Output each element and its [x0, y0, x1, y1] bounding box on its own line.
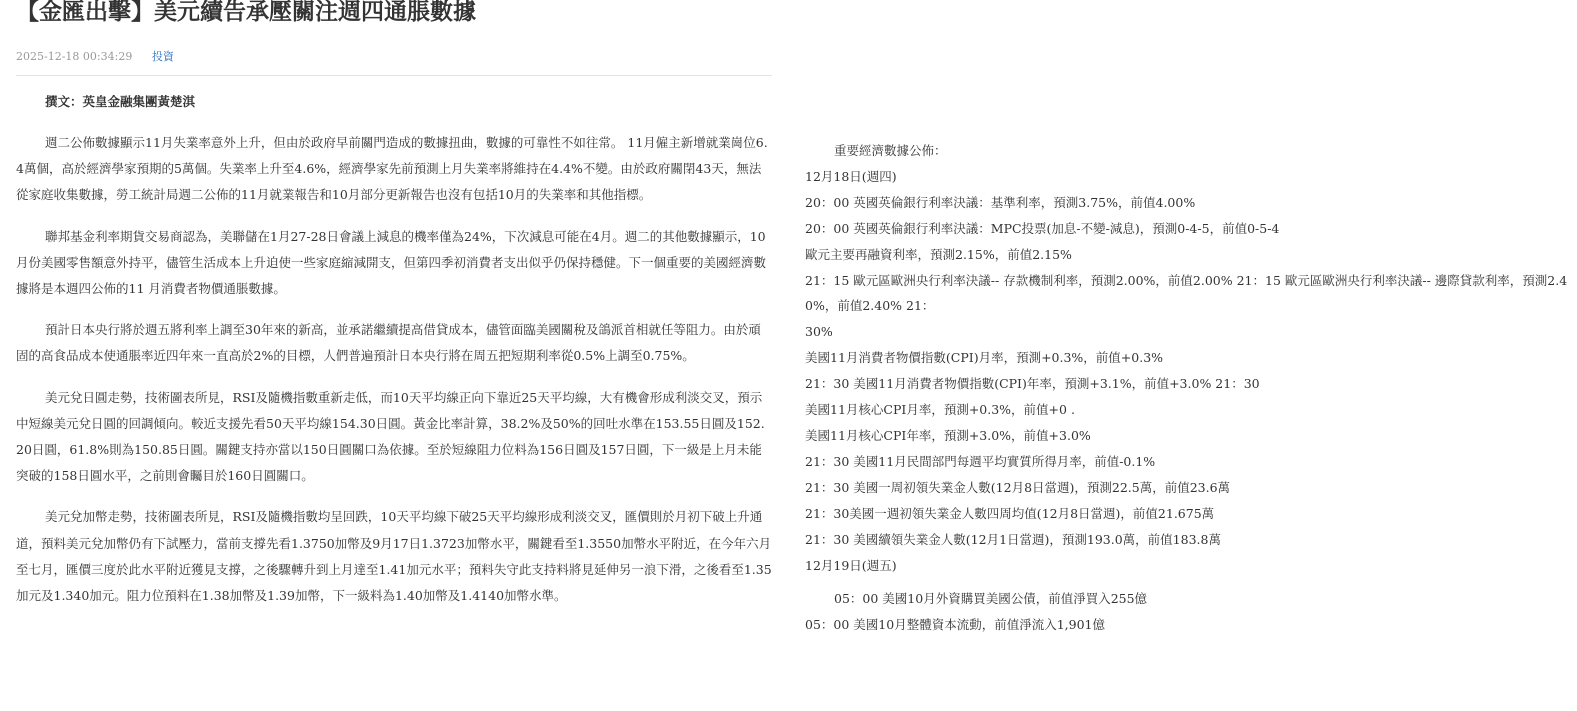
article-paragraph: 聯邦基金利率期貨交易商認為，美聯儲在1月27-28日會議上減息的機率僅為24%，下次減息可能在4月。週二的其他數據顯示，10月份美國零售額意外持平，儘管生活成本上升迫使一些家庭縮減開支，但第四季初消費者支出似乎仍保持穩健。下一個重要的美國經濟數據將是本週四公佈的11 月消費者物價通脹數據。 — [16, 228, 767, 297]
calendar-item: 歐元主要再融資利率，預測2.15%，前值2.15% — [805, 246, 1072, 262]
calendar-item: 20：00 英國英倫銀行利率決議：MPC投票(加息-不變-減息)，預測0-4-5，前值0-5-4 — [805, 220, 1280, 236]
calendar-day-label: 12月18日(週四) — [805, 168, 897, 184]
calendar-item: 21：30 美國11月民間部門每週平均實質所得月率，前值-0.1% — [805, 453, 1156, 469]
article-meta — [16, 50, 174, 64]
calendar-item: 21：30 美國續領失業金人數(12月1日當週)，預測193.0萬，前值183.8萬 — [805, 531, 1221, 547]
header-divider — [16, 75, 772, 76]
article-paragraph: 週二公佈數據顯示11月失業率意外上升，但由於政府早前關門造成的數據扭曲，數據的可靠性不如往常。 11月僱主新增就業崗位6.4萬個，高於經濟學家預期的5萬個。失業率上升至4.6%，經濟學家先前預測上月失業率將維持在4.4%不變。由於政府關閉43天，無法從家庭收集數據，勞工統計局週二公佈的11月就業報告和10月部分更新報告也沒有包括10月的失業率和其他指標。 — [16, 135, 768, 203]
calendar-item: 21：30 美國一周初領失業金人數(12月8日當週)，預測22.5萬，前值23.6萬 — [805, 479, 1231, 495]
calendar-day-label: 12月19日(週五) — [805, 557, 897, 573]
article-body — [16, 130, 772, 624]
category-link[interactable]: 投資 — [151, 50, 174, 63]
economic-calendar — [805, 138, 1570, 638]
calendar-item: 05：00 美國10月整體資本流動，前值淨流入1,901億 — [805, 617, 1105, 633]
calendar-item: 20：00 英國英倫銀行利率決議：基準利率，預測3.75%，前值4.00% — [805, 194, 1196, 210]
article-byline: 撰文：英皇金融集團黃楚淇 — [45, 94, 196, 109]
publish-date: 2025-12-18 00:34:29 — [16, 50, 133, 63]
calendar-item: 美國11月核心CPI月率，預測+0.3%，前值+0 . — [805, 402, 1075, 418]
calendar-item: 05：00 美國10月外資購買美國公債，前值淨買入255億 — [834, 591, 1148, 607]
article-paragraph: 美元兌加幣走勢，技術圖表所見，RSI及隨機指數均呈回跌，10天平均線下破25天平均線形成利淡交叉，匯價則於月初下破上升通道，預料美元兌加幣仍有下試壓力，當前支撐先看1.3750加幣及9月17日1.3723加幣水平，關鍵看至1.3550加幣水平附近，在今年六月至七月，匯價三度於此水平附近獲見支撐，之後驟轉升到上月達至1.41加元水平；預料失守此支持料將見延伸另一浪下滑，之後看至1.35加元及1.340加元。阻力位預料在1.38加幣及1.39加幣，下一級料為1.40加幣及1.4140加幣水準。 — [16, 509, 772, 604]
calendar-item: 21：30 美國11月消費者物價指數(CPI)年率，預測+3.1%，前值+3.0% 21：30 — [805, 376, 1260, 392]
calendar-item: 美國11月消費者物價指數(CPI)月率，預測+0.3%，前值+0.3% — [805, 350, 1164, 366]
calendar-heading: 重要經濟數據公佈： — [834, 143, 947, 158]
calendar-item: 美國11月核心CPI年率，預測+3.0%，前值+3.0% — [805, 427, 1091, 443]
article-paragraph: 美元兌日圓走勢，技術圖表所見，RSI及隨機指數重新走低，而10天平均線正向下靠近25天平均線，大有機會形成利淡交叉，預示中短線美元兌日圓的回調傾向。較近支援先看50天平均線154.30日圓。黃金比率計算，38.2%及50%的回吐水準在153.55日圓及152.20日圓，61.8%則為150.85日圓。關鍵支持亦當以150日圓關口為依據。至於短線阻力位料為156日圓及157日圓，下一級是上月未能突破的158日圓水平，之前則會矚目於160日圓關口。 — [16, 389, 765, 484]
calendar-item: 21：15 歐元區歐洲央行利率決議-- 存款機制利率，預測2.00%，前值2.00% 21：15 歐元區歐洲央行利率決議-- 邊際貸款利率，預測2.40%，前值2.40% 21： — [805, 272, 1568, 314]
article-title: 【金匯出擊】美元續告承壓關注週四通脹數據 — [16, 0, 476, 25]
article-paragraph: 預計日本央行將於週五將利率上調至30年來的新高，並承諾繼續提高借貸成本，儘管面臨美國關稅及鴿派首相就任等阻力。由於頑固的高食品成本使通脹率近四年來一直高於2%的目標，人們普遍預計日本央行將在周五把短期利率從0.5%上調至0.75%。 — [16, 322, 761, 364]
calendar-item: 30% — [805, 324, 833, 340]
calendar-item: 21：30美國一週初領失業金人數四周均值(12月8日當週)，前值21.675萬 — [805, 505, 1215, 521]
